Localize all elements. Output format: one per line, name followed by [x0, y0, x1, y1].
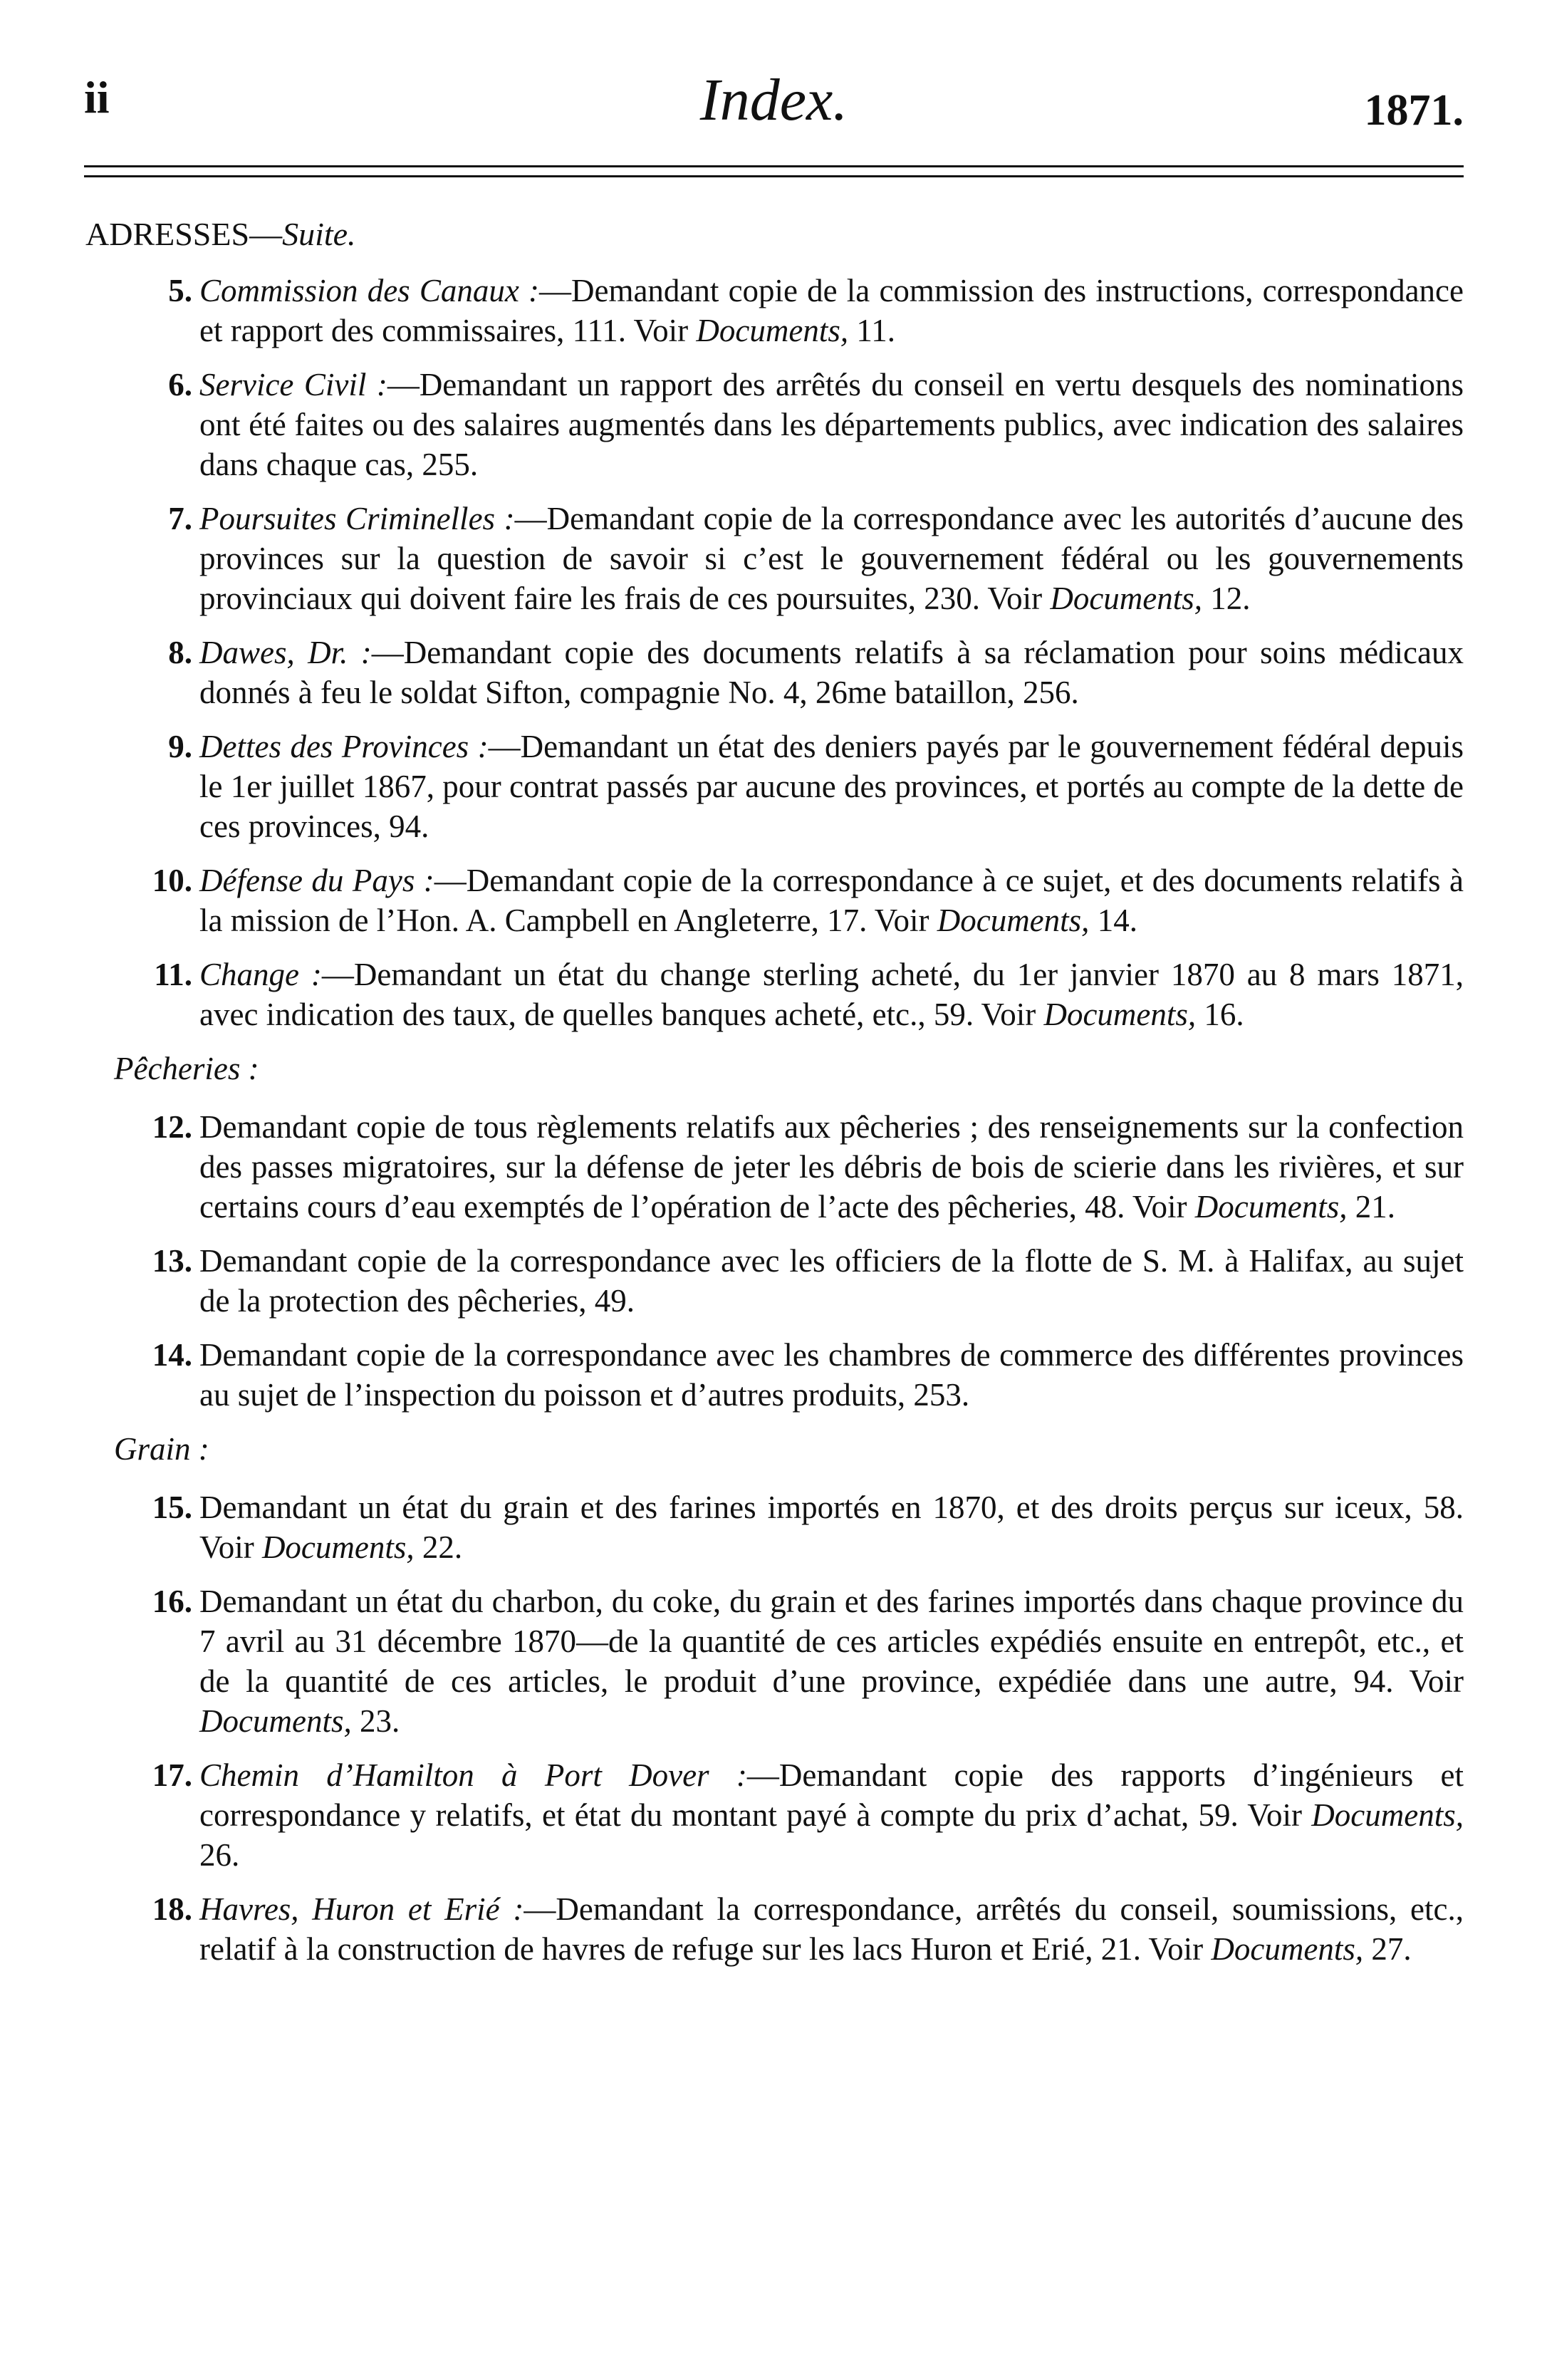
entry-ref-number: 14. [1089, 903, 1137, 938]
index-entries [85, 271, 1464, 1983]
page-title: Index. [699, 67, 848, 133]
index-entry [85, 633, 1464, 712]
entry-subject: Chemin d’Hamilton à Port Dover : [199, 1757, 747, 1793]
index-entry [85, 727, 1464, 846]
entry-number: 11. [154, 957, 192, 992]
entry-ref-prefix: Voir [626, 313, 697, 348]
entry-body: Demandant un état du grain et des farines importés en 1870, et des droits perçus sur iceux, 58. [199, 1490, 1464, 1525]
entry-ref-number: 12. [1202, 581, 1251, 616]
index-entry [85, 271, 1464, 350]
entry-ref-prefix: Voir [1393, 1663, 1464, 1699]
entry-ref-number: 22. [414, 1529, 463, 1565]
entry-number: 14. [152, 1337, 192, 1373]
entry-ref-prefix: Voir [1125, 1189, 1195, 1225]
index-entry [85, 1755, 1464, 1875]
index-entry [85, 955, 1464, 1034]
entry-ref-prefix: Voir [1238, 1797, 1312, 1833]
entry-ref-document: Documents, [937, 903, 1090, 938]
entry-ref-number: 26. [199, 1837, 240, 1873]
section-heading [85, 215, 356, 253]
entry-ref-document: Documents, [1311, 1797, 1464, 1833]
index-entry [85, 1107, 1464, 1227]
entry-body: Demandant un état du charbon, du coke, du grain et des farines importés dans chaque province du 7 avril au 31 décembre 1870—de la quantité de ces articles expédiés ensuite en entrepôt, etc., et de la quantité de ces articles, le produit d’une province, expédiée dans une autre, 94. [199, 1584, 1464, 1699]
entry-ref-prefix: Voir [1141, 1931, 1212, 1967]
entry-number: 5. [168, 273, 192, 308]
entry-number: 7. [168, 501, 192, 536]
entry-body: Demandant copie de tous règlements relatifs aux pêcheries ; des renseignements sur la confection des passes migratoires, sur la défense de jeter les débris de bois de scierie dans les rivières, et sur certains cours d’eau exemptés de l’opération de l’acte des pêcheries, 48. [199, 1109, 1464, 1225]
entry-number: 8. [168, 635, 192, 670]
entry-number: 12. [152, 1109, 192, 1145]
entry-number: 15. [152, 1490, 192, 1525]
entry-number: 18. [152, 1891, 192, 1927]
entry-number: 6. [168, 367, 192, 402]
entry-body: —Demandant un rapport des arrêtés du conseil en vertu desquels des nominations ont été faites ou des salaires augmentés dans les départements publics, avec indication des salaires dans chaque cas, 255. [199, 367, 1464, 482]
entry-ref-document: Documents, [1050, 581, 1203, 616]
entry-ref-document: Documents, [261, 1529, 415, 1565]
subsection-heading: Pêcheries : [114, 1051, 259, 1086]
entry-subject: Dettes des Provinces : [199, 729, 489, 764]
section-heading-suite: Suite. [282, 216, 356, 252]
entry-body: —Demandant un état du change sterling acheté, du 1er janvier 1870 au 8 mars 1871, avec indication des taux, de quelles banques acheté, etc., 59. [199, 957, 1464, 1032]
entry-subject: Commission des Canaux : [199, 273, 539, 308]
section-heading-main: ADRESSES— [85, 216, 283, 252]
entry-ref-number: 11. [848, 313, 895, 348]
entry-subject: Service Civil : [199, 367, 387, 402]
entry-body: —Demandant la correspondance, arrêtés du conseil, soumissions, etc., relatif à la construction de havres de refuge sur les lacs Huron et Erié, 21. [199, 1891, 1464, 1967]
page-number: ii [84, 72, 110, 123]
entry-subject: Havres, Huron et Erié : [199, 1891, 524, 1927]
entry-body: Demandant copie de la correspondance avec les chambres de commerce des différentes provinces au sujet de l’inspection du poisson et d’autres produits, 253. [199, 1337, 1464, 1413]
entry-ref-number: 27. [1363, 1931, 1412, 1967]
entry-body: —Demandant un état des deniers payés par le gouvernement fédéral depuis le 1er juillet 1867, pour contrat passés par aucune des provinces, et portés au compte de la dette de ces provinces, 94. [199, 729, 1464, 844]
entry-ref-prefix: Voir [199, 1529, 262, 1565]
index-entry [85, 499, 1464, 618]
entry-body: Demandant copie de la correspondance avec les officiers de la flotte de S. M. à Halifax, au sujet de la protection des pêcheries, 49. [199, 1243, 1464, 1319]
entry-ref-document: Documents, [1194, 1189, 1348, 1225]
entry-body: —Demandant copie de la correspondance avec les autorités d’aucune des provinces sur la question de savoir si c’est le gouvernement fédéral ou les gouvernements provinciaux qui doivent faire les frais de ces poursuites, 230. [199, 501, 1464, 616]
index-entry [85, 1889, 1464, 1969]
entry-subject: Dawes, Dr. : [199, 635, 372, 670]
index-entry [85, 861, 1464, 940]
index-entry [85, 1487, 1464, 1567]
entry-number: 13. [152, 1243, 192, 1279]
entry-body: —Demandant copie des rapports d’ingénieurs et correspondance y relatifs, et état du montant payé à compte du prix d’achat, 59. [199, 1757, 1464, 1833]
header-rule-bottom [84, 175, 1464, 177]
entry-number: 10. [152, 863, 192, 898]
entry-ref-prefix: Voir [979, 581, 1051, 616]
subsection-heading: Grain : [114, 1431, 209, 1467]
entry-ref-number: 21. [1347, 1189, 1396, 1225]
entry-ref-prefix: Voir [867, 903, 937, 938]
index-entry [85, 1335, 1464, 1415]
entry-ref-number: 16. [1196, 997, 1244, 1032]
index-entry [85, 1581, 1464, 1741]
entry-ref-prefix: Voir [974, 997, 1044, 1032]
entry-subject: Poursuites Criminelles : [199, 501, 515, 536]
page-header [84, 66, 1464, 151]
entry-subject: Défense du Pays : [199, 863, 434, 898]
entry-ref-document: Documents, [1043, 997, 1197, 1032]
entry-body: —Demandant copie des documents relatifs à sa réclamation pour soins médicaux donnés à feu le soldat Sifton, compagnie No. 4, 26me bataillon, 256. [199, 635, 1464, 710]
header-rule-top [84, 165, 1464, 167]
index-entry [85, 1241, 1464, 1321]
page-year: 1871. [1364, 86, 1464, 135]
entry-ref-document: Documents, [696, 313, 849, 348]
entry-ref-document: Documents, [199, 1703, 352, 1739]
entry-number: 9. [168, 729, 192, 764]
entry-ref-document: Documents, [1211, 1931, 1364, 1967]
entry-number: 17. [152, 1757, 192, 1793]
entry-body: —Demandant copie de la correspondance à ce sujet, et des documents relatifs à la mission de l’Hon. A. Campbell en Angleterre, 17. [199, 863, 1464, 938]
entry-ref-number: 23. [351, 1703, 400, 1739]
index-entry [85, 365, 1464, 484]
entry-body: —Demandant copie de la commission des instructions, correspondance et rapport des commissaires, 111. [199, 273, 1464, 348]
entry-number: 16. [152, 1584, 192, 1619]
entry-subject: Change : [199, 957, 322, 992]
